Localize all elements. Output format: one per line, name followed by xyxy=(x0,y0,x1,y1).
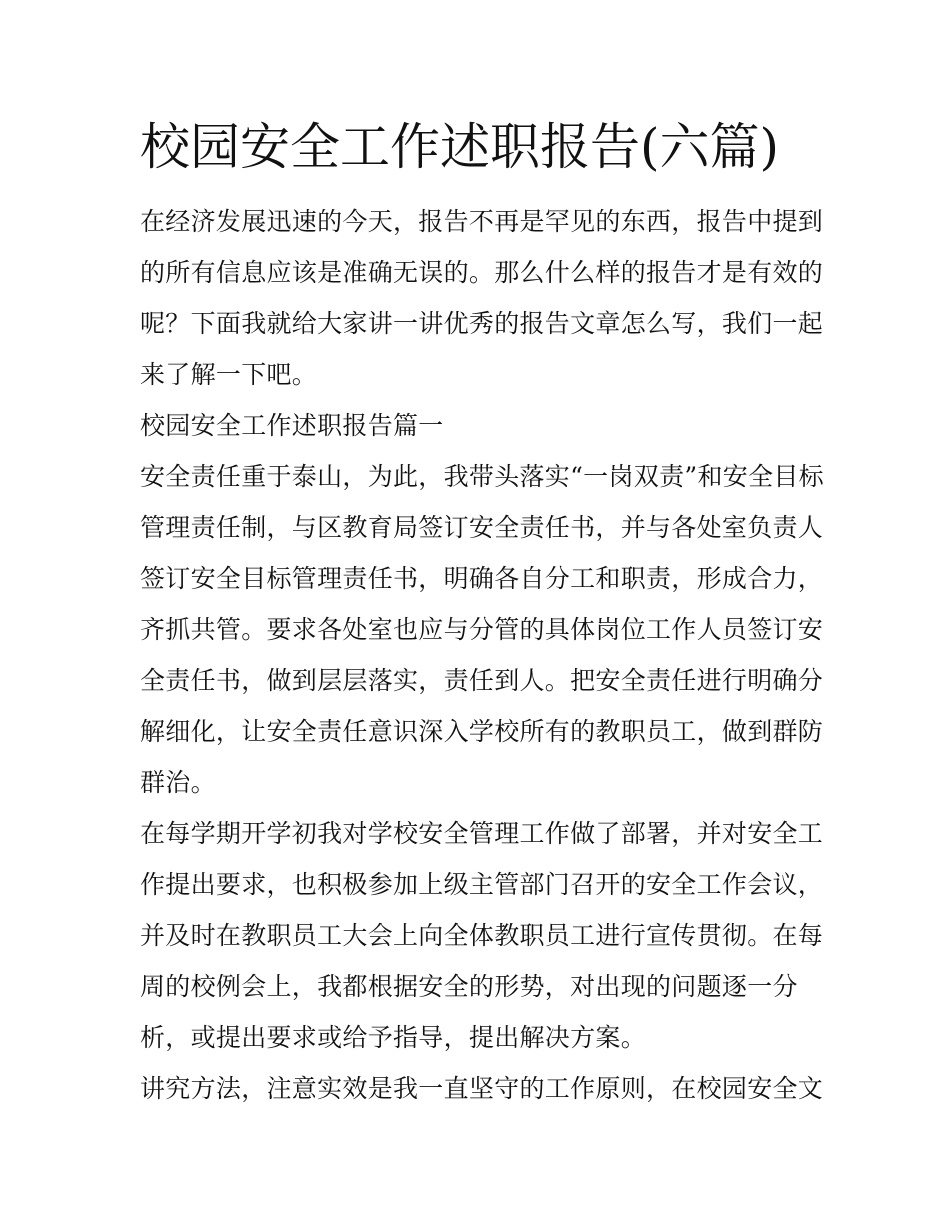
paragraph-1-line-3: 签订安全目标管理责任书，明确各自分工和职责，形成合力， xyxy=(140,564,824,593)
intro-line-2: 的所有信息应该是准确无误的。那么什么样的报告才是有效的 xyxy=(140,258,824,287)
section-heading: 校园安全工作述职报告篇一 xyxy=(140,411,444,440)
paragraph-1-line-7: 群治。 xyxy=(140,768,216,797)
paragraph-3-line-1: 讲究方法，注意实效是我一直坚守的工作原则，在校园安全文 xyxy=(140,1074,824,1103)
paragraph-2-line-3: 并及时在教职员工大会上向全体教职员工进行宣传贯彻。在每 xyxy=(140,921,824,950)
paragraph-1-line-5: 全责任书，做到层层落实，责任到人。把安全责任进行明确分 xyxy=(140,666,824,695)
paragraph-1-line-2: 管理责任制，与区教育局签订安全责任书，并与各处室负责人 xyxy=(140,513,824,542)
intro-line-4: 来了解一下吧。 xyxy=(140,360,318,389)
intro-line-3: 呢？下面我就给大家讲一讲优秀的报告文章怎么写，我们一起 xyxy=(140,309,824,338)
paragraph-1-line-6: 解细化，让安全责任意识深入学校所有的教职员工，做到群防 xyxy=(140,717,824,746)
paragraph-1-line-1: 安全责任重于泰山，为此，我带头落实“一岗双责”和安全目标 xyxy=(140,462,824,491)
paragraph-2-line-1: 在每学期开学初我对学校安全管理工作做了部署，并对安全工 xyxy=(140,819,824,848)
paragraph-1-line-4: 齐抓共管。要求各处室也应与分管的具体岗位工作人员签订安 xyxy=(140,615,824,644)
paragraph-2-line-4: 周的校例会上，我都根据安全的形势，对出现的问题逐一分 xyxy=(140,972,798,1001)
paragraph-2-line-5: 析，或提出要求或给予指导，提出解决方案。 xyxy=(140,1023,647,1052)
document-title: 校园安全工作述职报告(六篇) xyxy=(140,118,780,176)
paragraph-2-line-2: 作提出要求，也积极参加上级主管部门召开的安全工作会议， xyxy=(140,870,824,899)
intro-line-1: 在经济发展迅速的今天，报告不再是罕见的东西，报告中提到 xyxy=(140,207,824,236)
